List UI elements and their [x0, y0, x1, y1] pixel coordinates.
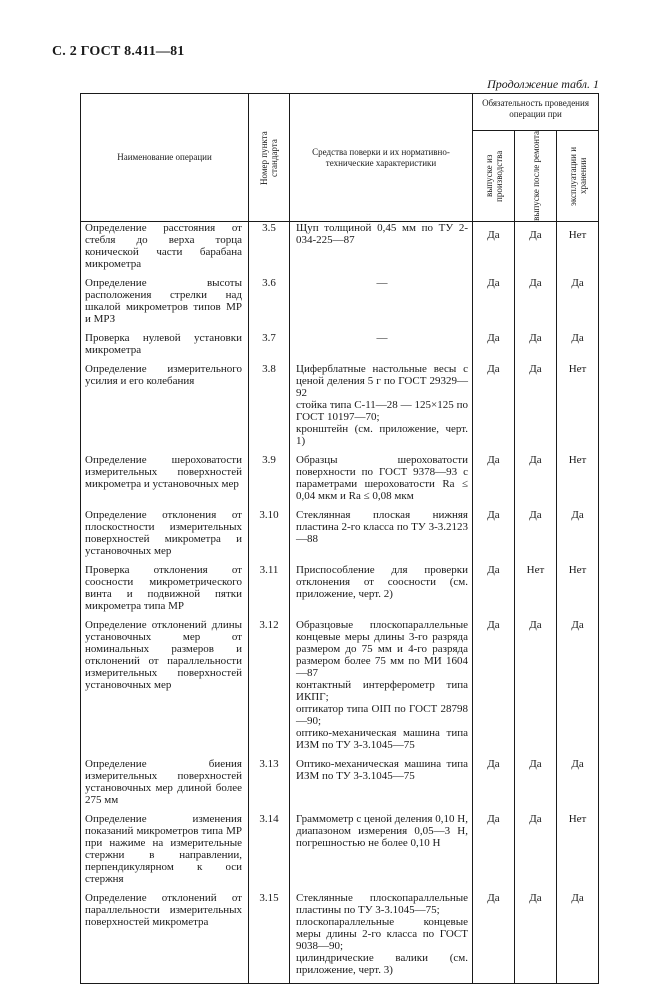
repair-mandatory-cell: Да [515, 277, 557, 332]
table-row [81, 892, 599, 984]
clause-number-cell: 3.10 [249, 509, 290, 564]
clause-number-cell: 3.6 [249, 277, 290, 332]
table-row [81, 277, 599, 332]
clause-number-cell: 3.9 [249, 454, 290, 509]
operation-name-cell: Определение отклонения от плоскостности измерительных поверхностей микрометра и установочных мер [81, 509, 249, 564]
clause-number-cell: 3.7 [249, 332, 290, 363]
column-header-clause [249, 94, 290, 222]
clause-number-cell: 3.15 [249, 892, 290, 984]
verification-means-cell [290, 892, 473, 984]
table-body [81, 222, 599, 984]
verification-means-cell [290, 564, 473, 619]
storage-mandatory-cell: Да [557, 332, 599, 363]
storage-mandatory-cell: Нет [557, 564, 599, 619]
verification-means-cell [290, 363, 473, 454]
release-mandatory-cell: Да [473, 277, 515, 332]
column-header-repair-text: выпуске после ремонта [530, 131, 541, 221]
column-header-operation: Наименование операции [81, 94, 249, 222]
repair-mandatory-cell: Да [515, 892, 557, 984]
column-header-repair [515, 131, 557, 222]
column-header-means: Средства поверки и их нормативно-технические характеристики [290, 94, 473, 222]
verification-means-item: оптикатор типа ОIП по ГОСТ 28798—90; [296, 703, 468, 727]
storage-mandatory-cell: Да [557, 758, 599, 813]
clause-number-cell: 3.14 [249, 813, 290, 892]
repair-mandatory-cell: Да [515, 813, 557, 892]
verification-operations-table [80, 93, 599, 984]
clause-number-cell: 3.11 [249, 564, 290, 619]
storage-mandatory-cell: Да [557, 277, 599, 332]
table-row [81, 332, 599, 363]
verification-means-item: — [376, 332, 388, 344]
repair-mandatory-cell: Да [515, 619, 557, 758]
release-mandatory-cell: Да [473, 222, 515, 278]
release-mandatory-cell: Да [473, 813, 515, 892]
verification-means-cell [290, 332, 473, 363]
operation-name-cell: Определение изменения показаний микрометров типа МР при нажиме на измерительные стержни в направлении, перпендикулярном к оси стержня [81, 813, 249, 892]
column-header-operation-storage-text: эксплуатации и хранении [567, 146, 588, 206]
release-mandatory-cell: Да [473, 332, 515, 363]
operation-name-cell: Проверка нулевой установки микрометра [81, 332, 249, 363]
repair-mandatory-cell: Да [515, 222, 557, 278]
verification-means-item: Стеклянная плоская нижняя пластина 2-го класса по ТУ 3-3.2123—88 [296, 509, 468, 545]
verification-means-item: Щуп толщиной 0,45 мм по ТУ 2-034-225—87 [296, 222, 468, 246]
table-row [81, 222, 599, 278]
table-row [81, 454, 599, 509]
operation-name-cell: Проверка отклонения от соосности микрометрического винта и подвижной пятки микрометра типа МР [81, 564, 249, 619]
operation-name-cell: Определение измерительного усилия и его колебания [81, 363, 249, 454]
release-mandatory-cell: Да [473, 454, 515, 509]
operation-name-cell: Определение высоты расположения стрелки над шкалой микрометров типов МР и МРЗ [81, 277, 249, 332]
operation-name-cell: Определение расстояния от стебля до верха торца конической части барабана микрометра [81, 222, 249, 278]
column-header-operation-storage [557, 131, 599, 222]
verification-means-cell [290, 509, 473, 564]
verification-means-item: Циферблатные настольные весы с ценой деления 5 г по ГОСТ 29329—92 [296, 363, 468, 399]
verification-means-item: Оптико-механическая машина типа ИЗМ по ТУ 3-3.1045—75 [296, 758, 468, 782]
release-mandatory-cell: Да [473, 509, 515, 564]
table-row [81, 509, 599, 564]
verification-means-item: — [376, 277, 388, 289]
repair-mandatory-cell: Нет [515, 564, 557, 619]
table-continuation-label: Продолжение табл. 1 [487, 77, 599, 91]
storage-mandatory-cell: Нет [557, 222, 599, 278]
repair-mandatory-cell: Да [515, 758, 557, 813]
storage-mandatory-cell: Да [557, 892, 599, 984]
document-code: С. 2 ГОСТ 8.411—81 [52, 44, 185, 59]
verification-means-item: кронштейн (см. приложение, черт. 1) [296, 423, 468, 447]
verification-means-item: контактный интерферометр типа ИКПГ; [296, 679, 468, 703]
column-header-mandatory-group: Обязательность проведения операции при [473, 94, 599, 131]
verification-means-cell [290, 222, 473, 278]
table-row [81, 619, 599, 758]
table-row [81, 813, 599, 892]
release-mandatory-cell: Да [473, 564, 515, 619]
verification-means-item: Стеклянные плоскопараллельные пластины по ТУ 3-3.1045—75; [296, 892, 468, 916]
clause-number-cell: 3.8 [249, 363, 290, 454]
storage-mandatory-cell: Нет [557, 813, 599, 892]
table-row [81, 758, 599, 813]
table-row [81, 564, 599, 619]
verification-means-cell [290, 813, 473, 892]
verification-means-cell [290, 619, 473, 758]
operation-name-cell: Определение отклонений от параллельности измерительных поверхностей микрометра [81, 892, 249, 984]
verification-means-item: Образцовые плоскопараллельные концевые меры длины 3-го разряда размером до 75 мм и 4-го разряда размером более 75 мм по МИ 1604—87 [296, 619, 468, 679]
release-mandatory-cell: Да [473, 363, 515, 454]
verification-means-item: цилиндрические валики (см. приложение, черт. 3) [296, 952, 468, 976]
release-mandatory-cell: Да [473, 758, 515, 813]
storage-mandatory-cell: Нет [557, 363, 599, 454]
column-header-release [473, 131, 515, 222]
table-row [81, 363, 599, 454]
release-mandatory-cell: Да [473, 619, 515, 758]
operation-name-cell: Определение шероховатости измерительных поверхностей микрометра и установочных мер [81, 454, 249, 509]
repair-mandatory-cell: Да [515, 363, 557, 454]
verification-means-item: Образцы шероховатости поверхности по ГОСТ 9378—93 с параметрами шероховатости Ra ≤ 0,04 мкм и Ra ≤ 0,08 мкм [296, 454, 468, 502]
storage-mandatory-cell: Нет [557, 454, 599, 509]
column-header-release-text: выпуске из производства [483, 150, 504, 202]
column-header-clause-text: Номер пункта стандарта [259, 130, 279, 185]
verification-means-cell [290, 758, 473, 813]
verification-means-item: плоскопараллельные концевые меры длины 2-го класса по ГОСТ 9038—90; [296, 916, 468, 952]
release-mandatory-cell: Да [473, 892, 515, 984]
clause-number-cell: 3.5 [249, 222, 290, 278]
verification-means-item: Приспособление для проверки отклонения от соосности (см. приложение, черт. 2) [296, 564, 468, 600]
verification-means-cell [290, 277, 473, 332]
clause-number-cell: 3.12 [249, 619, 290, 758]
repair-mandatory-cell: Да [515, 509, 557, 564]
verification-means-item: стойка типа С-11—28 — 125×125 по ГОСТ 10197—70; [296, 399, 468, 423]
verification-means-item: Граммометр с ценой деления 0,10 Н, диапазоном измерения 0,05—3 Н, погрешностью не более 0,10 Н [296, 813, 468, 849]
operation-name-cell: Определение отклонений длины установочных мер от номинальных размеров и отклонений от параллельности измерительных поверхностей установочных мер [81, 619, 249, 758]
verification-means-cell [290, 454, 473, 509]
verification-means-item: оптико-механическая машина типа ИЗМ по ТУ 3-3.1045—75 [296, 727, 468, 751]
repair-mandatory-cell: Да [515, 332, 557, 363]
clause-number-cell: 3.13 [249, 758, 290, 813]
storage-mandatory-cell: Да [557, 619, 599, 758]
repair-mandatory-cell: Да [515, 454, 557, 509]
storage-mandatory-cell: Да [557, 509, 599, 564]
operation-name-cell: Определение биения измерительных поверхностей установочных мер длиной более 275 мм [81, 758, 249, 813]
